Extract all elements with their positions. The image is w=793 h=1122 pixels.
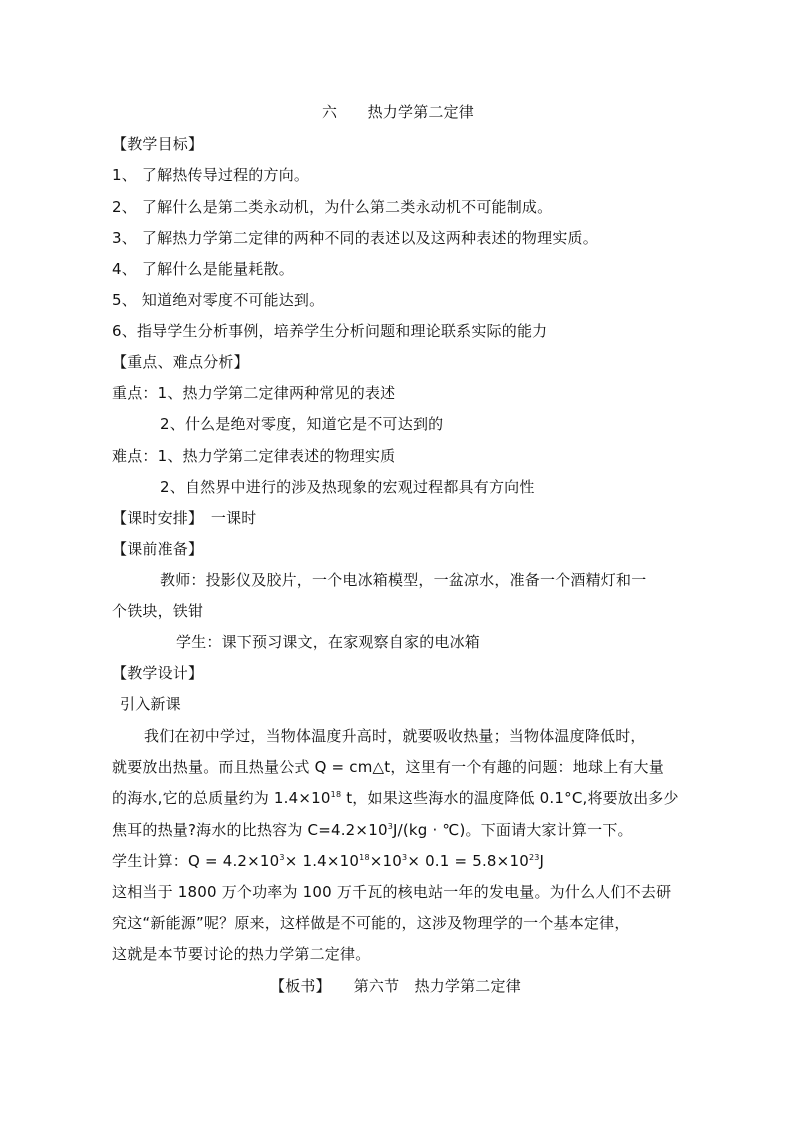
keypoints-heading: 【重点、难点分析】 xyxy=(112,353,249,371)
difficulty-item: 难点：1、热力学第二定律表述的物理实质 xyxy=(112,447,396,465)
exponent: 3 xyxy=(402,853,408,862)
paragraph-line: 就要放出热量。而且热量公式 Q = cm△t，这里有一个有趣的问题：地球上有大量 xyxy=(112,758,664,776)
text-run: × 0.1 = 5.8×10 xyxy=(407,852,529,870)
text-run: J/(kg · ℃)。下面请大家计算一下。 xyxy=(392,821,633,839)
exponent: 18 xyxy=(330,790,342,799)
exponent: 18 xyxy=(359,853,370,862)
paragraph-line xyxy=(112,820,633,840)
text-run: 焦耳的热量?海水的比热容为 C=4.2×10 xyxy=(112,821,388,839)
text-run: 学生计算：Q = 4.2×10 xyxy=(112,852,280,870)
text-run: 的海水,它的总质量约为 1.4×10 xyxy=(112,789,331,807)
difficulty-item: 2、自然界中进行的涉及热现象的宏观过程都具有方向性 xyxy=(160,478,535,496)
goal-item: 6、指导学生分析事例，培养学生分析问题和理论联系实际的能力 xyxy=(112,322,548,340)
goal-item: 2、 了解什么是第二类永动机，为什么第二类永动机不可能制成。 xyxy=(112,198,553,216)
prep-teacher-cont: 个铁块，铁钳 xyxy=(112,602,204,620)
goals-heading: 【教学目标】 xyxy=(112,135,204,153)
text-run: × 1.4×10 xyxy=(284,852,360,870)
paragraph-line xyxy=(112,788,679,808)
schedule-line: 【课时安排】 一课时 xyxy=(112,509,257,527)
intro-subheading: 引入新课 xyxy=(120,695,181,713)
calculation-line xyxy=(112,851,544,871)
design-heading: 【教学设计】 xyxy=(112,664,204,682)
goal-item: 3、 了解热力学第二定律的两种不同的表述以及这两种表述的物理实质。 xyxy=(112,229,598,247)
exponent: 3 xyxy=(279,853,285,862)
paragraph-line: 我们在初中学过，当物体温度升高时，就要吸收热量；当物体温度降低时， xyxy=(144,727,646,745)
text-run: ×10 xyxy=(369,852,403,870)
exponent: 3 xyxy=(387,822,393,831)
board-line: 【板书】 第六节 热力学第二定律 xyxy=(270,977,521,995)
prep-teacher: 教师：投影仪及胶片，一个电冰箱模型，一盆凉水，准备一个酒精灯和一 xyxy=(160,571,647,589)
text-run: J xyxy=(539,852,545,870)
section-title: 六 热力学第二定律 xyxy=(322,103,475,121)
keypoint-item: 2、什么是绝对零度，知道它是不可达到的 xyxy=(160,415,444,433)
text-run: t，如果这些海水的温度降低 0.1°C,将要放出多少 xyxy=(341,789,679,807)
goal-item: 1、 了解热传导过程的方向。 xyxy=(112,166,310,184)
paragraph-line: 这相当于 1800 万个功率为 100 万千瓦的核电站一年的发电量。为什么人们不去研 xyxy=(112,883,672,901)
keypoint-item: 重点：1、热力学第二定律两种常见的表述 xyxy=(112,384,396,402)
paragraph-line: 这就是本节要讨论的热力学第二定律。 xyxy=(112,945,371,963)
prep-heading: 【课前准备】 xyxy=(112,540,204,558)
goal-item: 5、 知道绝对零度不可能达到。 xyxy=(112,291,325,309)
prep-student: 学生：课下预习课文，在家观察自家的电冰箱 xyxy=(176,633,481,651)
exponent: 23 xyxy=(528,853,540,862)
paragraph-line: 究这“新能源”呢？原来，这样做是不可能的，这涉及物理学的一个基本定律， xyxy=(112,914,630,932)
goal-item: 4、 了解什么是能量耗散。 xyxy=(112,260,294,278)
